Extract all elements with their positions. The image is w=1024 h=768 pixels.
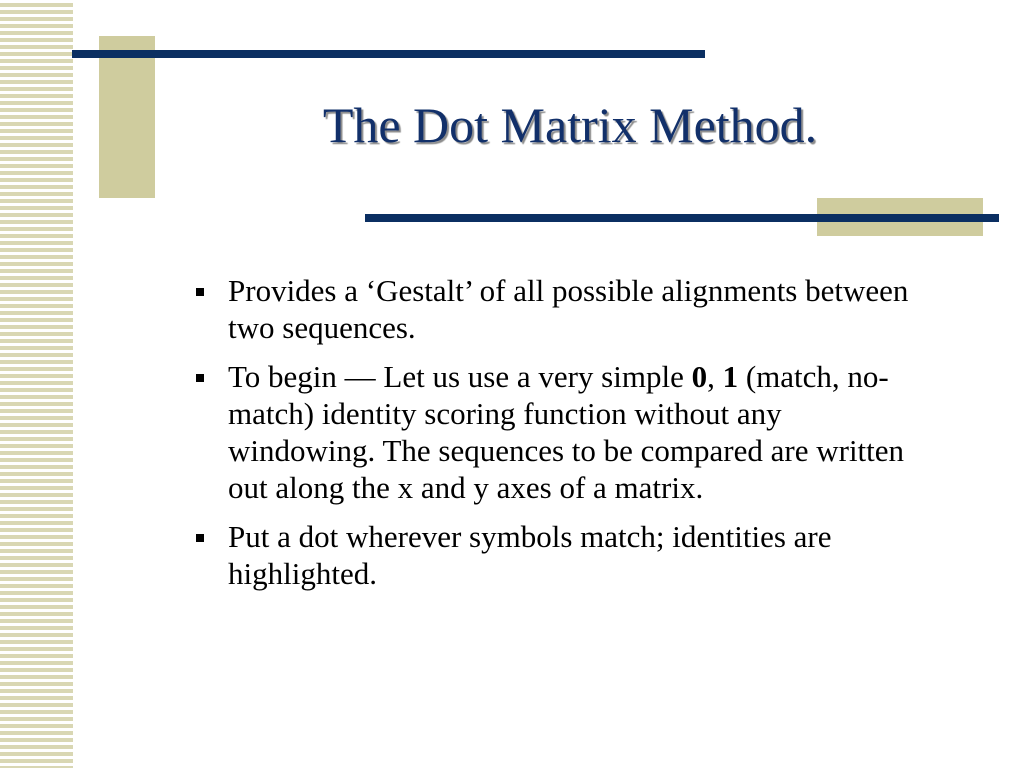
decorative-line-top: [72, 50, 705, 58]
bullet-item: [196, 272, 936, 346]
bullet-item: [196, 358, 936, 506]
bullet-bold-one: 1: [722, 359, 739, 394]
bullet-item: [196, 518, 936, 592]
bullet-square-icon: [196, 534, 204, 542]
bullet-square-icon: [196, 374, 204, 382]
decorative-block-top: [99, 36, 155, 198]
slide-title: The Dot Matrix Method.: [322, 97, 818, 153]
bullet-text: Put a dot wherever symbols match; identities are highlighted.: [228, 519, 832, 591]
bullet-text-post: (match, no-match) identity scoring function without any windowing. The sequences to be compared are written out along the x and y axes of a matrix.: [228, 359, 905, 505]
decorative-line-bottom: [365, 214, 999, 222]
bullet-text: Provides a ‘Gestalt’ of all possible alignments between two sequences.: [228, 273, 909, 345]
bullet-square-icon: [196, 288, 204, 296]
bullet-list: [196, 272, 936, 604]
decorative-side-stripes: [0, 0, 73, 768]
bullet-separator: ,: [707, 359, 723, 394]
bullet-bold-zero: 0: [691, 359, 708, 394]
bullet-text-pre: To begin — Let us use a very simple: [228, 359, 692, 394]
